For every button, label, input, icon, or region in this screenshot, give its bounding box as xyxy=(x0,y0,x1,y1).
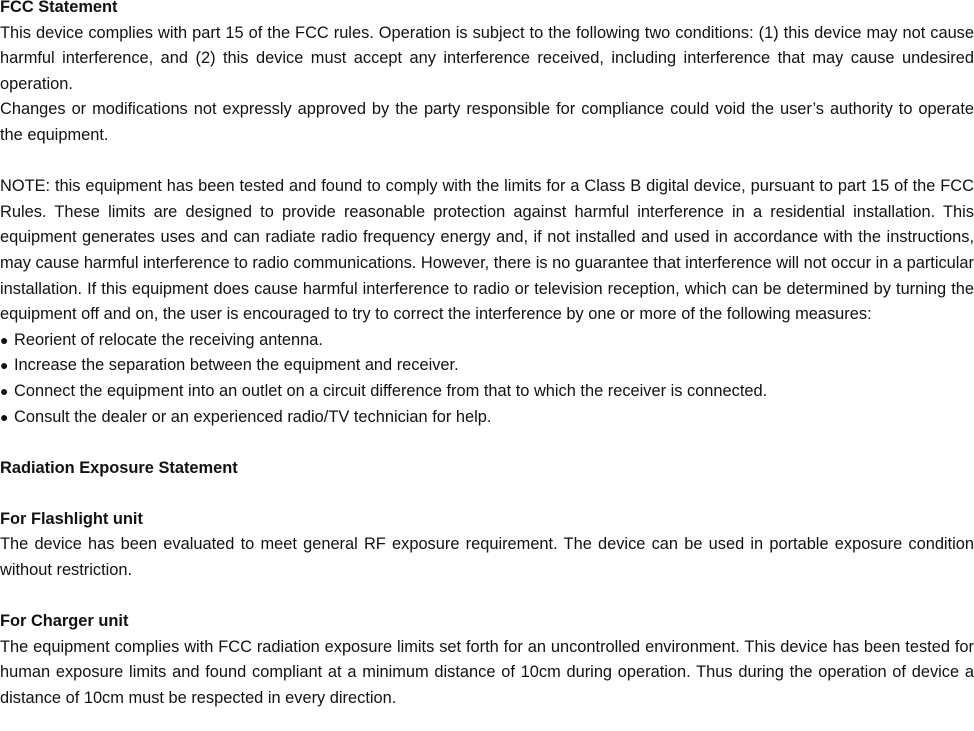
spacer xyxy=(0,430,974,456)
charger-unit-paragraph: The equipment complies with FCC radiation exposure limits set forth for an uncontrolled environment. This device has been tested for human exposure limits and found compliant at a minimum distance of 10cm during operation. Thus during the operation of device a distance of 10cm must be respected in every direction. xyxy=(0,637,974,708)
measure-text: Connect the equipment into an outlet on a circuit difference from that to which the receiver is connected. xyxy=(14,381,768,400)
measure-item xyxy=(0,405,974,431)
spacer xyxy=(0,584,974,610)
bullet-icon: ● xyxy=(0,408,9,425)
measure-item xyxy=(0,353,974,379)
bullet-icon: ● xyxy=(0,382,9,399)
bullet-icon: ● xyxy=(0,331,9,348)
fcc-statement-heading: FCC Statement xyxy=(0,0,118,16)
fcc-statement-paragraph-2: Changes or modifications not expressly approved by the party responsible for compliance could void the user’s authority to operate the equipment. xyxy=(0,100,974,144)
spacer xyxy=(0,481,974,507)
radiation-exposure-heading: Radiation Exposure Statement xyxy=(0,458,238,477)
fcc-statement-paragraph-1: This device complies with part 15 of the FCC rules. Operation is subject to the following two conditions: (1) this device may not cause harmful interference, and (2) this device must accept any interference received, including interference that may cause undesired operation. xyxy=(0,23,974,93)
measure-item xyxy=(0,328,974,354)
measure-text: Increase the separation between the equipment and receiver. xyxy=(14,356,459,375)
measure-text: Reorient of relocate the receiving antenna. xyxy=(14,330,323,349)
flashlight-unit-heading: For Flashlight unit xyxy=(0,509,143,528)
measure-text: Consult the dealer or an experienced radio/TV technician for help. xyxy=(14,407,492,426)
bullet-icon: ● xyxy=(0,357,9,374)
flashlight-unit-paragraph: The device has been evaluated to meet general RF exposure requirement. The device can be used in portable exposure condition without restriction. xyxy=(0,535,974,580)
spacer xyxy=(0,149,974,175)
note-paragraph: NOTE: this equipment has been tested and found to comply with the limits for a Class B digital device, pursuant to part 15 of the FCC Rules. These limits are designed to provide reasonable protection against harmful interference in a residential installation. This equipment generates uses and can radiate radio frequency energy and, if not installed and used in accordance with the instructions, may cause harmful interference to radio communications. However, there is no guarantee that interference will not occur in a particular installation. If this equipment does cause harmful interference to radio or television reception, which can be determined by turning the equipment off and on, the user is encouraged to try to correct the interference by one or more of the following measures: xyxy=(0,177,974,324)
charger-unit-heading: For Charger unit xyxy=(0,612,129,631)
measure-item xyxy=(0,379,974,405)
